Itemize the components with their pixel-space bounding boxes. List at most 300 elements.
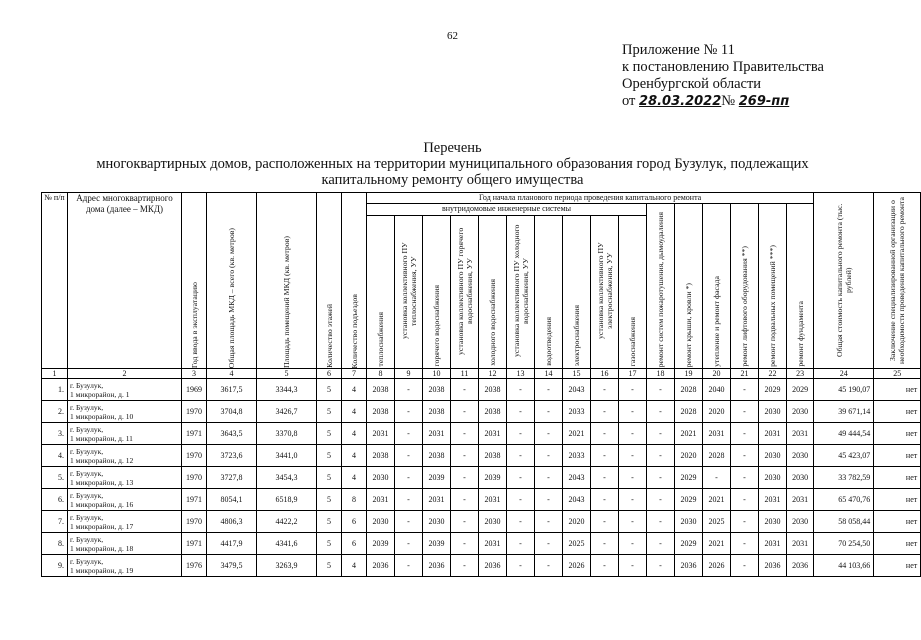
address-street: 1 микрорайон, д. 1 <box>70 389 130 399</box>
column-number: 18 <box>647 369 675 379</box>
header-system: установка коллективного ПУ теплоснабжения, УУ <box>399 242 418 340</box>
table-cell: 3370,8 <box>257 423 317 445</box>
table-cell: 2038 <box>423 401 451 423</box>
table-cell: 4 <box>342 445 367 467</box>
table-cell: - <box>647 555 675 577</box>
table-cell: 4341,6 <box>257 533 317 555</box>
table-cell: - <box>395 489 423 511</box>
table-cell: 5 <box>317 489 342 511</box>
table-cell: - <box>451 489 479 511</box>
header-systems: внутридомовые инженерные системы <box>367 204 647 216</box>
table-cell: 2030 <box>759 445 787 467</box>
header-system-wrap <box>619 216 646 366</box>
title-line-1: Перечень <box>423 140 482 156</box>
column-number: 19 <box>675 369 703 379</box>
table-cell: 5 <box>317 555 342 577</box>
table-cell: - <box>451 533 479 555</box>
column-number: 7 <box>342 369 367 379</box>
table-cell: - <box>395 379 423 401</box>
table-cell: 2031 <box>787 489 814 511</box>
table-cell: 2020 <box>703 401 731 423</box>
table-cell: нет <box>874 533 921 555</box>
header-premises-area: Площадь помещений МКД (кв. метров) <box>282 236 291 368</box>
table-cell: нет <box>874 489 921 511</box>
table-cell: 2030 <box>759 401 787 423</box>
table-cell: 2031 <box>787 423 814 445</box>
table-cell: - <box>731 379 759 401</box>
table-cell: 2043 <box>563 379 591 401</box>
table-cell: - <box>451 379 479 401</box>
column-number: 2 <box>68 369 182 379</box>
table-cell: - <box>619 379 647 401</box>
table-cell: - <box>395 401 423 423</box>
table-cell: 2031 <box>787 533 814 555</box>
table-cell: - <box>731 445 759 467</box>
table-row <box>42 511 921 533</box>
table-cell: 2031 <box>423 423 451 445</box>
header-system: электроснабжения <box>572 304 581 367</box>
handwritten-number: 269-пп <box>738 94 790 109</box>
table-cell: 1970 <box>182 401 207 423</box>
header-system-cell <box>591 216 619 369</box>
table-cell: - <box>507 467 535 489</box>
table-cell: 2038 <box>479 445 507 467</box>
table-cell: 3454,3 <box>257 467 317 489</box>
table-cell: 2038 <box>367 401 395 423</box>
appendix-block <box>622 42 824 110</box>
header-basement: ремонт подвальных помещений ***) <box>768 245 777 367</box>
column-number: 21 <box>731 369 759 379</box>
table-cell: 2031 <box>479 423 507 445</box>
table-cell: 2020 <box>675 445 703 467</box>
table-cell: 2030 <box>787 401 814 423</box>
table-cell: 2029 <box>675 533 703 555</box>
table-cell: 3479,5 <box>207 555 257 577</box>
table-cell: 39 671,14 <box>814 401 874 423</box>
table-cell: нет <box>874 467 921 489</box>
table-cell: 2021 <box>703 533 731 555</box>
table-cell: 4 <box>342 379 367 401</box>
column-number: 13 <box>507 369 535 379</box>
table-cell: 2036 <box>759 555 787 577</box>
table-cell: - <box>535 533 563 555</box>
table-cell: - <box>647 423 675 445</box>
header-system: установка коллективного ПУ горячего водоснабжения, УУ <box>455 227 474 355</box>
address-city: г. Бузулук, <box>70 468 104 478</box>
table-cell: 2020 <box>563 511 591 533</box>
table-cell: - <box>647 489 675 511</box>
header-lift: ремонт лифтового оборудования **) <box>740 246 749 367</box>
table-cell: - <box>535 555 563 577</box>
table-cell: 1971 <box>182 489 207 511</box>
table-row <box>42 533 921 555</box>
header-system-wrap <box>591 216 618 366</box>
row-number: 3. <box>42 423 68 445</box>
header-system: установка коллективного ПУ электроснабжения, УУ <box>595 242 614 340</box>
column-number: 15 <box>563 369 591 379</box>
table-cell: - <box>619 423 647 445</box>
header-system-cell <box>619 216 647 369</box>
table-cell: 33 782,59 <box>814 467 874 489</box>
table-cell: 6 <box>342 533 367 555</box>
table-cell: 44 103,66 <box>814 555 874 577</box>
header-year: Год ввода в эксплуатацию <box>189 281 199 368</box>
table-cell: - <box>731 555 759 577</box>
table-cell: 2039 <box>479 467 507 489</box>
table-cell: - <box>395 423 423 445</box>
column-number: 8 <box>367 369 395 379</box>
table-cell: 2030 <box>759 467 787 489</box>
table-cell: 4806,3 <box>207 511 257 533</box>
column-number: 25 <box>874 369 921 379</box>
table-cell: - <box>507 445 535 467</box>
table-cell: - <box>619 533 647 555</box>
row-number: 5. <box>42 467 68 489</box>
header-system-cell <box>423 216 451 369</box>
table-cell: - <box>507 555 535 577</box>
table-cell: 2043 <box>563 467 591 489</box>
table-row <box>42 467 921 489</box>
header-system-wrap <box>367 216 394 366</box>
table-cell: - <box>731 467 759 489</box>
column-number: 16 <box>591 369 619 379</box>
header-system: установка коллективного ПУ холодного водоснабжения, УУ <box>511 224 530 358</box>
table-cell: нет <box>874 511 921 533</box>
table-cell: 2036 <box>479 555 507 577</box>
table-cell: - <box>395 511 423 533</box>
table-cell: 2030 <box>423 511 451 533</box>
table-cell: 3704,8 <box>207 401 257 423</box>
address-street: 1 микрорайон, д. 12 <box>70 455 134 465</box>
handwritten-date: 28.03.2022 <box>639 94 722 109</box>
table-cell: 2031 <box>759 489 787 511</box>
appendix-line-2: к постановлению Правительства <box>622 59 824 75</box>
table-cell: 2030 <box>787 467 814 489</box>
table-cell: - <box>507 511 535 533</box>
table-cell: 2036 <box>423 555 451 577</box>
table-cell: - <box>619 511 647 533</box>
table-cell: - <box>507 423 535 445</box>
address-street: 1 микрорайон, д. 18 <box>70 543 134 553</box>
row-address <box>68 423 182 445</box>
table-cell: 2030 <box>787 445 814 467</box>
table-cell: - <box>451 445 479 467</box>
table-cell: 2030 <box>367 467 395 489</box>
header-system-wrap <box>479 216 506 366</box>
table-cell: 2030 <box>479 511 507 533</box>
table-cell: нет <box>874 445 921 467</box>
column-number: 10 <box>423 369 451 379</box>
table-cell: 6518,9 <box>257 489 317 511</box>
table-cell: - <box>395 555 423 577</box>
address-street: 1 микрорайон, д. 16 <box>70 499 134 509</box>
table-cell: 4 <box>342 467 367 489</box>
table-cell: 4417,9 <box>207 533 257 555</box>
address-street: 1 микрорайон, д. 13 <box>70 477 134 487</box>
header-system-cell <box>479 216 507 369</box>
table-cell: 2021 <box>703 489 731 511</box>
row-number: 8. <box>42 533 68 555</box>
table-cell: - <box>619 401 647 423</box>
header-system-cell <box>535 216 563 369</box>
table-cell: 2031 <box>703 423 731 445</box>
number-label: № <box>721 93 736 109</box>
table-cell: 2038 <box>423 445 451 467</box>
table-cell: нет <box>874 555 921 577</box>
table-cell: нет <box>874 423 921 445</box>
header-system: горячего водоснабжения <box>432 284 441 367</box>
address-city: г. Бузулук, <box>70 556 104 566</box>
row-address <box>68 533 182 555</box>
title-line-2: многоквартирных домов, расположенных на территории муниципального образования город Бузулук, подлежащих <box>96 156 809 172</box>
column-number: 14 <box>535 369 563 379</box>
table-cell: 2029 <box>759 379 787 401</box>
table-cell: 1971 <box>182 533 207 555</box>
row-number: 4. <box>42 445 68 467</box>
table-cell: 2043 <box>563 489 591 511</box>
table-cell: 2030 <box>675 511 703 533</box>
table-cell: 3723,6 <box>207 445 257 467</box>
table-cell: нет <box>874 379 921 401</box>
table-cell: - <box>591 379 619 401</box>
header-address: Адрес многоквартирного дома (далее – МКД) <box>68 193 182 369</box>
row-address <box>68 467 182 489</box>
table-cell: 2029 <box>787 379 814 401</box>
table-cell: 1969 <box>182 379 207 401</box>
table-cell: 2040 <box>703 379 731 401</box>
table-cell: 2038 <box>423 379 451 401</box>
table-cell: - <box>619 555 647 577</box>
column-number: 5 <box>257 369 317 379</box>
table-cell: - <box>451 467 479 489</box>
column-number: 3 <box>182 369 207 379</box>
table-cell: 2029 <box>675 467 703 489</box>
table-cell: - <box>507 533 535 555</box>
table-cell: 5 <box>317 401 342 423</box>
table-cell: 5 <box>317 467 342 489</box>
header-entrances: Количество подъездов <box>349 293 359 368</box>
table-cell: - <box>591 555 619 577</box>
table-cell: - <box>507 489 535 511</box>
header-fire: ремонт систем пожаротушения, дымоудаления <box>656 211 665 367</box>
table-cell: 45 423,07 <box>814 445 874 467</box>
table-cell: 2039 <box>423 467 451 489</box>
header-system-wrap <box>423 216 450 366</box>
table-cell: 2033 <box>563 401 591 423</box>
table-cell: 70 254,50 <box>814 533 874 555</box>
table-cell: - <box>591 423 619 445</box>
row-address <box>68 401 182 423</box>
table-cell: - <box>535 401 563 423</box>
address-city: г. Бузулук, <box>70 424 104 434</box>
table-cell: - <box>647 467 675 489</box>
table-cell: 8 <box>342 489 367 511</box>
table-cell: - <box>591 489 619 511</box>
table-cell: 2036 <box>787 555 814 577</box>
address-city: г. Бузулук, <box>70 402 104 412</box>
column-number: 4 <box>207 369 257 379</box>
row-address <box>68 445 182 467</box>
table-cell: - <box>451 511 479 533</box>
column-number: 12 <box>479 369 507 379</box>
row-number: 2. <box>42 401 68 423</box>
table-cell: - <box>507 401 535 423</box>
building-table <box>41 192 921 577</box>
table-cell: 2031 <box>423 489 451 511</box>
row-address <box>68 555 182 577</box>
column-number: 23 <box>787 369 814 379</box>
table-cell: 2025 <box>563 533 591 555</box>
table-cell: нет <box>874 401 921 423</box>
table-cell: - <box>731 511 759 533</box>
table-cell: 3727,8 <box>207 467 257 489</box>
column-number: 20 <box>703 369 731 379</box>
table-cell: - <box>535 379 563 401</box>
row-number: 9. <box>42 555 68 577</box>
row-number: 6. <box>42 489 68 511</box>
address-city: г. Бузулук, <box>70 490 104 500</box>
table-cell: - <box>619 489 647 511</box>
address-street: 1 микрорайон, д. 11 <box>70 433 133 443</box>
table-cell: - <box>535 489 563 511</box>
table-cell: - <box>619 467 647 489</box>
table-cell: 5 <box>317 445 342 467</box>
header-foundation: ремонт фундамента <box>795 301 805 367</box>
table-cell: - <box>451 555 479 577</box>
table-cell: 2031 <box>479 533 507 555</box>
header-floors: Количество этажей <box>324 304 334 368</box>
table-cell: 2030 <box>787 511 814 533</box>
table-cell: 2021 <box>563 423 591 445</box>
table-cell: 2033 <box>563 445 591 467</box>
table-cell: 45 190,07 <box>814 379 874 401</box>
table-cell: 2031 <box>759 533 787 555</box>
table-cell: 2031 <box>367 423 395 445</box>
table-cell: - <box>535 423 563 445</box>
column-number: 1 <box>42 369 68 379</box>
table-cell: 2026 <box>563 555 591 577</box>
header-system-wrap <box>507 216 534 366</box>
address-street: 1 микрорайон, д. 10 <box>70 411 134 421</box>
column-number: 22 <box>759 369 787 379</box>
table-cell: 58 058,44 <box>814 511 874 533</box>
table-row <box>42 489 921 511</box>
table-cell: 2038 <box>479 379 507 401</box>
table-cell: 1970 <box>182 445 207 467</box>
table-cell: 49 444,54 <box>814 423 874 445</box>
table-cell: 2028 <box>703 445 731 467</box>
table-row <box>42 379 921 401</box>
header-conclusion: Заключение специализированной организации о необходимости проведения капитального ремонта <box>888 197 907 365</box>
table-row <box>42 423 921 445</box>
table-cell: 2038 <box>479 401 507 423</box>
header-system: холодного водоснабжения <box>488 279 497 367</box>
table-cell: 2039 <box>423 533 451 555</box>
table-cell: 4 <box>342 401 367 423</box>
table-cell: - <box>647 401 675 423</box>
page-number: 62 <box>447 30 458 42</box>
header-system-cell <box>563 216 591 369</box>
row-number: 1. <box>42 379 68 401</box>
table-cell: 3441,0 <box>257 445 317 467</box>
row-number: 7. <box>42 511 68 533</box>
appendix-date-line <box>622 93 824 110</box>
table-cell: - <box>731 533 759 555</box>
table-cell: - <box>591 511 619 533</box>
address-street: 1 микрорайон, д. 17 <box>70 521 134 531</box>
table-cell: 5 <box>317 379 342 401</box>
table-cell: - <box>647 533 675 555</box>
table-cell: - <box>731 423 759 445</box>
row-address <box>68 511 182 533</box>
table-cell: 2021 <box>675 423 703 445</box>
table-cell: 6 <box>342 511 367 533</box>
table-cell: 3426,7 <box>257 401 317 423</box>
table-cell: 2028 <box>675 379 703 401</box>
table-cell: 5 <box>317 533 342 555</box>
header-system: теплоснабжения <box>376 311 385 367</box>
table-cell: 2031 <box>479 489 507 511</box>
table-cell: 2038 <box>367 445 395 467</box>
table-cell: 2038 <box>367 379 395 401</box>
table-cell: - <box>535 511 563 533</box>
table-cell: 4 <box>342 423 367 445</box>
table-row <box>42 401 921 423</box>
title-line-3: капитальному ремонту общего имущества <box>321 172 584 188</box>
table-cell: - <box>591 533 619 555</box>
table-cell: - <box>619 445 647 467</box>
table-cell: 2025 <box>703 511 731 533</box>
appendix-line-1: Приложение № 11 <box>622 42 735 58</box>
table-cell: 2026 <box>703 555 731 577</box>
table-cell: 1970 <box>182 511 207 533</box>
header-system-wrap <box>535 216 562 366</box>
table-cell: - <box>591 445 619 467</box>
table-row <box>42 555 921 577</box>
table-cell: - <box>395 467 423 489</box>
row-address <box>68 489 182 511</box>
table-cell: - <box>451 423 479 445</box>
header-period: Год начала планового периода проведения капитального ремонта <box>367 193 814 204</box>
table-cell: 1970 <box>182 467 207 489</box>
header-system-cell <box>367 216 395 369</box>
header-roof: ремонт крыши, кровли *) <box>684 282 693 367</box>
table-cell: - <box>395 533 423 555</box>
table-cell: 65 470,76 <box>814 489 874 511</box>
table-cell: - <box>731 489 759 511</box>
column-number: 9 <box>395 369 423 379</box>
table-cell: - <box>451 401 479 423</box>
table-cell: 3263,9 <box>257 555 317 577</box>
table-cell: - <box>591 467 619 489</box>
table-cell: 3643,5 <box>207 423 257 445</box>
header-system-cell <box>507 216 535 369</box>
table-cell: - <box>535 445 563 467</box>
header-facade: утепление и ремонт фасада <box>712 276 721 367</box>
table-cell: 1971 <box>182 423 207 445</box>
table-cell: 2030 <box>759 511 787 533</box>
table-cell: 3617,5 <box>207 379 257 401</box>
header-system-cell <box>395 216 423 369</box>
column-number: 17 <box>619 369 647 379</box>
table-cell: 1976 <box>182 555 207 577</box>
table-cell: 2036 <box>675 555 703 577</box>
table-cell: 5 <box>317 511 342 533</box>
table-cell: 2028 <box>675 401 703 423</box>
header-system-wrap <box>395 216 422 366</box>
table-cell: 3344,3 <box>257 379 317 401</box>
header-number: № п/п <box>42 193 68 369</box>
